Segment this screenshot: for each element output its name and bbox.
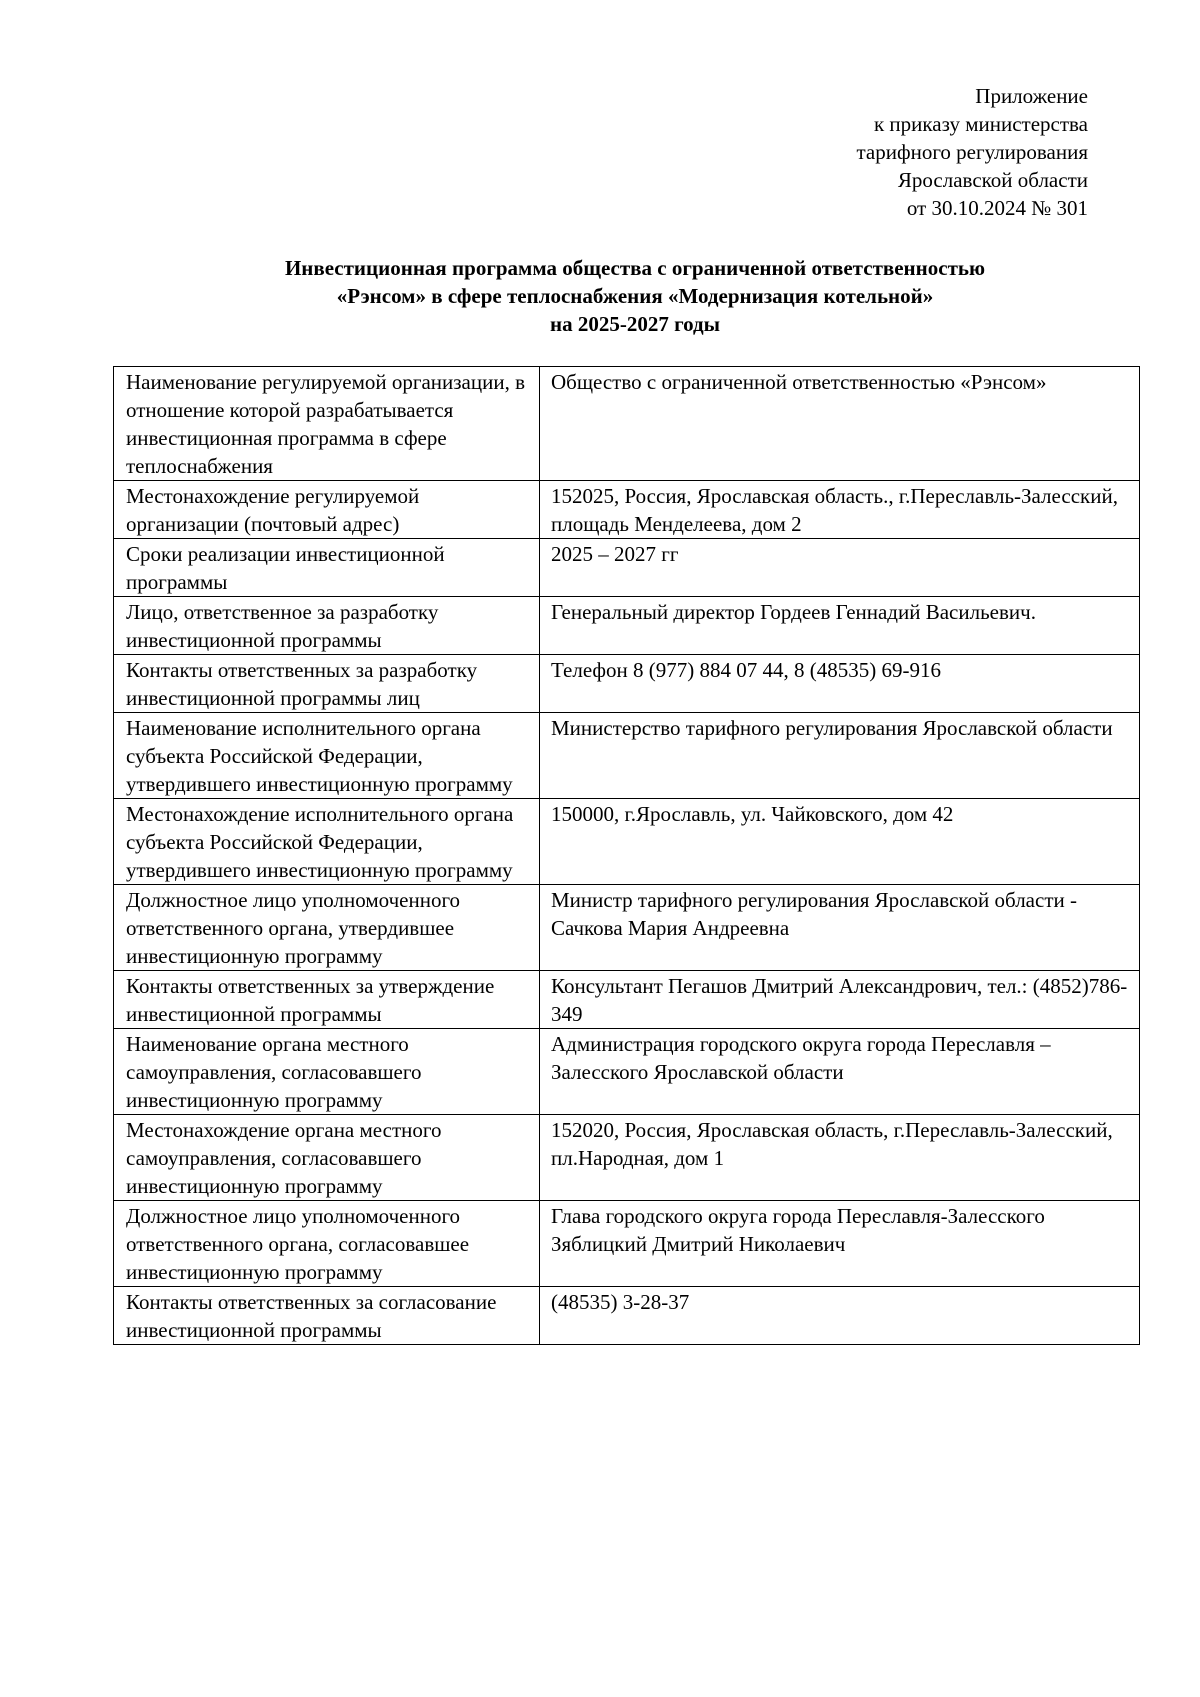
row-label: Наименование исполнительного органа субъекта Российской Федерации, утвердившего инвестиционную программу <box>114 713 540 799</box>
appendix-line: Приложение <box>975 84 1088 108</box>
appendix-line: от 30.10.2024 № 301 <box>906 196 1088 220</box>
table-row <box>114 367 1140 481</box>
table-row <box>114 971 1140 1029</box>
row-value: (48535) 3-28-37 <box>540 1287 1140 1345</box>
row-value: Генеральный директор Гордеев Геннадий Васильевич. <box>540 597 1140 655</box>
row-label: Лицо, ответственное за разработку инвестиционной программы <box>114 597 540 655</box>
row-value: 152020, Россия, Ярославская область, г.Переславль-Залесский, пл.Народная, дом 1 <box>540 1115 1140 1201</box>
table-row <box>114 597 1140 655</box>
row-label: Наименование регулируемой организации, в отношение которой разрабатывается инвестиционная программа в сфере теплоснабжения <box>114 367 540 481</box>
row-label: Контакты ответственных за разработку инвестиционной программы лиц <box>114 655 540 713</box>
row-value: Администрация городского округа города Переславля – Залесского Ярославской области <box>540 1029 1140 1115</box>
row-label: Должностное лицо уполномоченного ответственного органа, согласовавшее инвестиционную программу <box>114 1201 540 1287</box>
appendix-line: к приказу министерства <box>873 112 1088 136</box>
row-value: Консультант Пегашов Дмитрий Александрович, тел.: (4852)786-349 <box>540 971 1140 1029</box>
appendix-line: тарифного регулирования <box>856 140 1088 164</box>
row-label: Контакты ответственных за утверждение инвестиционной программы <box>114 971 540 1029</box>
table-row <box>114 885 1140 971</box>
row-label: Наименование органа местного самоуправления, согласовавшего инвестиционную программу <box>114 1029 540 1115</box>
row-value: 2025 – 2027 гг <box>540 539 1140 597</box>
program-info-table <box>113 366 1140 1345</box>
title-line: «Рэнсом» в сфере теплоснабжения «Модернизация котельной» <box>336 284 934 308</box>
table-row <box>114 1115 1140 1201</box>
table-row <box>114 1029 1140 1115</box>
table-row <box>114 539 1140 597</box>
row-label: Местонахождение регулируемой организации (почтовый адрес) <box>114 481 540 539</box>
table-row <box>114 481 1140 539</box>
title-line: Инвестиционная программа общества с ограниченной ответственностью <box>284 256 986 280</box>
table-row <box>114 799 1140 885</box>
row-value: 152025, Россия, Ярославская область., г.Переславль-Залесский, площадь Менделеева, дом 2 <box>540 481 1140 539</box>
row-label: Местонахождение органа местного самоуправления, согласовавшего инвестиционную программу <box>114 1115 540 1201</box>
row-label: Должностное лицо уполномоченного ответственного органа, утвердившее инвестиционную программу <box>114 885 540 971</box>
title-line: на 2025-2027 годы <box>549 312 721 336</box>
row-value: Телефон 8 (977) 884 07 44, 8 (48535) 69-916 <box>540 655 1140 713</box>
document-title <box>190 254 1080 338</box>
row-label: Местонахождение исполнительного органа субъекта Российской Федерации, утвердившего инвестиционную программу <box>114 799 540 885</box>
table-row <box>114 1287 1140 1345</box>
table-row <box>114 655 1140 713</box>
row-value: Общество с ограниченной ответственностью «Рэнсом» <box>540 367 1140 481</box>
row-label: Контакты ответственных за согласование инвестиционной программы <box>114 1287 540 1345</box>
table-row <box>114 1201 1140 1287</box>
row-value: Глава городского округа города Переславля-Залесского Зяблицкий Дмитрий Николаевич <box>540 1201 1140 1287</box>
table-row <box>114 713 1140 799</box>
row-value: Министерство тарифного регулирования Ярославской области <box>540 713 1140 799</box>
row-label: Сроки реализации инвестиционной программы <box>114 539 540 597</box>
appendix-line: Ярославской области <box>897 168 1088 192</box>
appendix-block <box>856 82 1088 222</box>
row-value: 150000, г.Ярославль, ул. Чайковского, дом 42 <box>540 799 1140 885</box>
row-value: Министр тарифного регулирования Ярославской области - Сачкова Мария Андреевна <box>540 885 1140 971</box>
